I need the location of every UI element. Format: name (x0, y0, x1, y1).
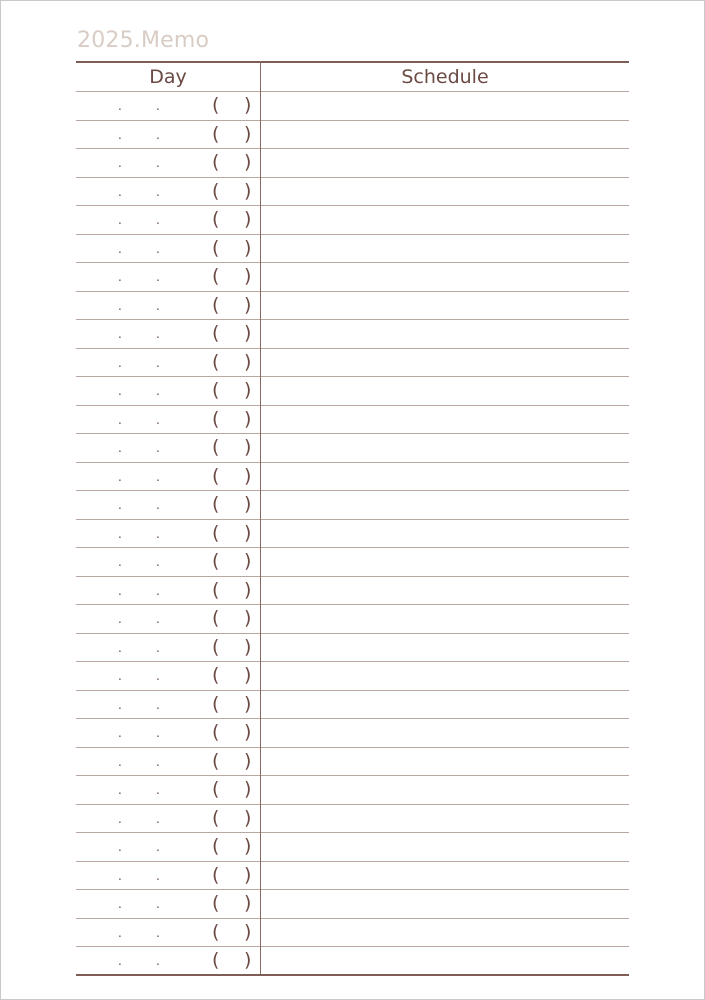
weekday-close-paren: ) (244, 236, 252, 259)
month-day-separator: . (118, 783, 122, 797)
month-day-separator: . (118, 327, 122, 341)
month-day-separator: . (118, 925, 122, 940)
month-day-separator: . (118, 840, 122, 854)
month-day-separator: . (118, 469, 122, 484)
day-separator: . (156, 868, 160, 883)
weekday-close-paren: ) (244, 464, 252, 487)
weekday-open-paren: ( (212, 464, 220, 487)
day-separator: . (156, 897, 160, 911)
table-row[interactable] (76, 433, 629, 462)
weekday-open-paren: ( (212, 94, 220, 116)
weekday-open-paren: ( (212, 578, 220, 601)
month-day-separator: . (118, 441, 122, 455)
weekday-open-paren: ( (212, 493, 220, 515)
weekday-open-paren: ( (212, 379, 220, 401)
table-row[interactable] (76, 747, 629, 776)
weekday-close-paren: ) (244, 806, 252, 829)
table-row[interactable] (76, 177, 629, 206)
table-row[interactable] (76, 376, 629, 405)
weekday-open-paren: ( (212, 151, 220, 173)
month-day-separator: . (118, 811, 122, 826)
table-row[interactable] (76, 889, 629, 918)
weekday-close-paren: ) (244, 721, 252, 743)
day-separator: . (156, 783, 160, 797)
table-row[interactable] (76, 319, 629, 348)
table-row[interactable] (76, 120, 629, 149)
month-day-separator: . (118, 526, 122, 541)
month-day-separator: . (118, 897, 122, 911)
weekday-open-paren: ( (212, 236, 220, 259)
table-row[interactable] (76, 576, 629, 605)
weekday-open-paren: ( (212, 550, 220, 572)
table-row[interactable] (76, 718, 629, 747)
month-day-separator: . (118, 298, 122, 313)
table-row[interactable] (76, 148, 629, 177)
table-row[interactable] (76, 348, 629, 377)
month-day-separator: . (118, 241, 122, 256)
table-row[interactable] (76, 604, 629, 633)
weekday-open-paren: ( (212, 635, 220, 658)
weekday-close-paren: ) (244, 664, 252, 686)
day-separator: . (156, 925, 160, 940)
weekday-open-paren: ( (212, 949, 220, 971)
weekday-open-paren: ( (212, 436, 220, 458)
weekday-close-paren: ) (244, 778, 252, 800)
month-day-separator: . (118, 270, 122, 284)
month-day-separator: . (118, 99, 122, 113)
weekday-open-paren: ( (212, 664, 220, 686)
day-separator: . (156, 127, 160, 142)
day-separator: . (156, 441, 160, 455)
month-day-separator: . (118, 555, 122, 569)
weekday-open-paren: ( (212, 521, 220, 544)
schedule-column-header: Schedule (401, 66, 489, 88)
weekday-close-paren: ) (244, 607, 252, 629)
weekday-open-paren: ( (212, 265, 220, 287)
month-day-separator: . (118, 697, 122, 712)
month-day-separator: . (118, 156, 122, 170)
weekday-open-paren: ( (212, 407, 220, 430)
weekday-open-paren: ( (212, 749, 220, 772)
day-separator: . (156, 384, 160, 398)
weekday-open-paren: ( (212, 863, 220, 886)
weekday-close-paren: ) (244, 151, 252, 173)
month-day-separator: . (118, 583, 122, 598)
weekday-open-paren: ( (212, 607, 220, 629)
weekday-close-paren: ) (244, 350, 252, 373)
page-title: 2025.Memo (77, 28, 210, 53)
day-separator: . (156, 697, 160, 712)
weekday-open-paren: ( (212, 721, 220, 743)
day-column-header: Day (149, 66, 187, 88)
weekday-close-paren: ) (244, 550, 252, 572)
day-separator: . (156, 840, 160, 854)
day-separator: . (156, 99, 160, 113)
table-row[interactable] (76, 946, 629, 975)
day-separator: . (156, 669, 160, 683)
table-row[interactable] (76, 661, 629, 690)
day-separator: . (156, 526, 160, 541)
day-separator: . (156, 469, 160, 484)
table-row[interactable] (76, 519, 629, 548)
table-row[interactable] (76, 262, 629, 291)
weekday-open-paren: ( (212, 692, 220, 715)
weekday-close-paren: ) (244, 493, 252, 515)
table-row[interactable] (76, 804, 629, 833)
weekday-close-paren: ) (244, 322, 252, 344)
weekday-close-paren: ) (244, 863, 252, 886)
weekday-open-paren: ( (212, 179, 220, 202)
table-header (76, 63, 629, 91)
table-row[interactable] (76, 832, 629, 861)
day-separator: . (156, 954, 160, 968)
day-separator: . (156, 412, 160, 427)
month-day-separator: . (118, 355, 122, 370)
month-day-separator: . (118, 213, 122, 227)
table-row[interactable] (76, 462, 629, 491)
table-row[interactable] (76, 291, 629, 320)
weekday-open-paren: ( (212, 293, 220, 316)
day-separator: . (156, 811, 160, 826)
day-separator: . (156, 327, 160, 341)
weekday-open-paren: ( (212, 892, 220, 914)
table-row[interactable] (76, 405, 629, 434)
weekday-open-paren: ( (212, 920, 220, 943)
day-separator: . (156, 583, 160, 598)
weekday-close-paren: ) (244, 407, 252, 430)
weekday-close-paren: ) (244, 379, 252, 401)
day-separator: . (156, 184, 160, 199)
schedule-table (76, 61, 629, 976)
weekday-close-paren: ) (244, 265, 252, 287)
weekday-close-paren: ) (244, 920, 252, 943)
month-day-separator: . (118, 384, 122, 398)
day-separator: . (156, 213, 160, 227)
month-day-separator: . (118, 868, 122, 883)
day-separator: . (156, 754, 160, 769)
day-separator: . (156, 241, 160, 256)
month-day-separator: . (118, 127, 122, 142)
weekday-close-paren: ) (244, 436, 252, 458)
table-row[interactable] (76, 490, 629, 519)
table-row[interactable] (76, 861, 629, 890)
month-day-separator: . (118, 726, 122, 740)
day-separator: . (156, 355, 160, 370)
month-day-separator: . (118, 184, 122, 199)
table-row[interactable] (76, 234, 629, 263)
weekday-close-paren: ) (244, 578, 252, 601)
day-separator: . (156, 612, 160, 626)
weekday-open-paren: ( (212, 122, 220, 145)
month-day-separator: . (118, 412, 122, 427)
month-day-separator: . (118, 669, 122, 683)
weekday-open-paren: ( (212, 835, 220, 857)
table-row[interactable] (76, 205, 629, 234)
month-day-separator: . (118, 612, 122, 626)
table-row[interactable] (76, 547, 629, 576)
weekday-close-paren: ) (244, 521, 252, 544)
weekday-close-paren: ) (244, 293, 252, 316)
table-bottom-rule (76, 974, 629, 976)
weekday-close-paren: ) (244, 692, 252, 715)
weekday-close-paren: ) (244, 749, 252, 772)
weekday-close-paren: ) (244, 122, 252, 145)
table-row[interactable] (76, 633, 629, 662)
day-separator: . (156, 156, 160, 170)
column-divider (260, 61, 261, 976)
day-separator: . (156, 640, 160, 655)
weekday-close-paren: ) (244, 94, 252, 116)
weekday-open-paren: ( (212, 208, 220, 230)
weekday-open-paren: ( (212, 322, 220, 344)
month-day-separator: . (118, 640, 122, 655)
month-day-separator: . (118, 498, 122, 512)
day-separator: . (156, 498, 160, 512)
table-row[interactable] (76, 91, 629, 120)
table-rows (76, 91, 629, 975)
weekday-close-paren: ) (244, 892, 252, 914)
day-separator: . (156, 555, 160, 569)
weekday-close-paren: ) (244, 208, 252, 230)
day-separator: . (156, 298, 160, 313)
weekday-close-paren: ) (244, 835, 252, 857)
table-row[interactable] (76, 690, 629, 719)
day-separator: . (156, 726, 160, 740)
month-day-separator: . (118, 954, 122, 968)
month-day-separator: . (118, 754, 122, 769)
table-row[interactable] (76, 775, 629, 804)
weekday-close-paren: ) (244, 635, 252, 658)
weekday-open-paren: ( (212, 350, 220, 373)
table-row[interactable] (76, 918, 629, 947)
day-separator: . (156, 270, 160, 284)
weekday-open-paren: ( (212, 806, 220, 829)
weekday-close-paren: ) (244, 949, 252, 971)
weekday-open-paren: ( (212, 778, 220, 800)
weekday-close-paren: ) (244, 179, 252, 202)
